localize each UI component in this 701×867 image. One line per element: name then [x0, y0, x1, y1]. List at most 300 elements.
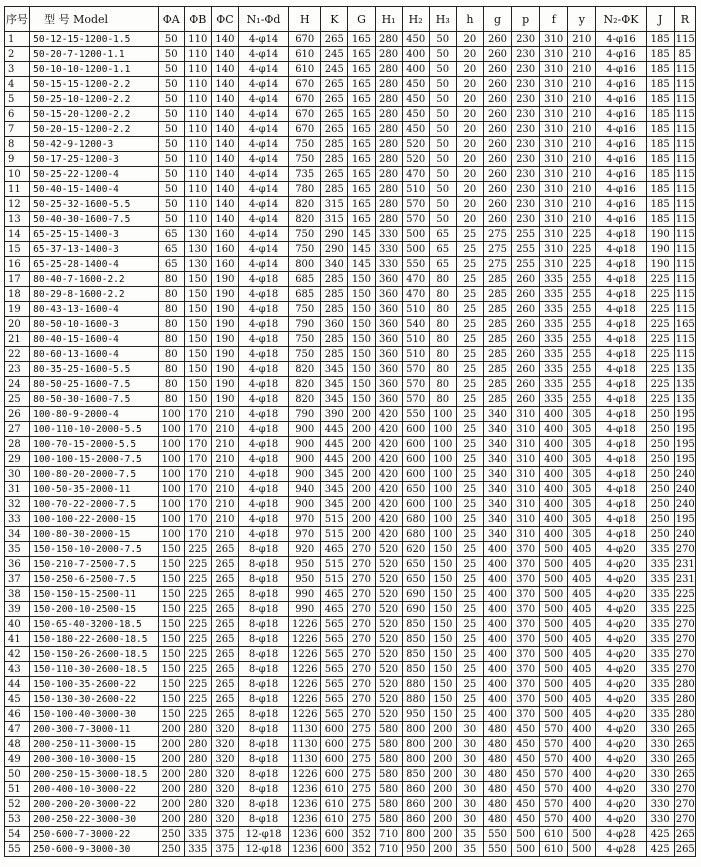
table-cell: 4-φ20	[596, 557, 646, 572]
table-cell: 4-φ18	[596, 437, 646, 452]
table-cell: 565	[321, 617, 348, 632]
table-cell: 265	[675, 723, 695, 735]
table-cell: 255	[568, 272, 596, 287]
row-number: 53	[5, 812, 30, 827]
table-cell: 255	[568, 302, 596, 317]
table-cell: 195	[675, 438, 695, 450]
table-cell: 285	[483, 392, 511, 407]
table-cell: 150	[184, 317, 211, 332]
model-cell: 150-65-40-3200-18.5	[30, 617, 159, 632]
table-cell: 50	[429, 92, 456, 107]
table-body	[5, 32, 696, 857]
table-cell: 165	[348, 77, 375, 92]
table-cell: 210	[568, 77, 596, 92]
row-number: 20	[5, 317, 30, 332]
table-cell: 280	[375, 137, 402, 152]
table-cell: 4-φ18	[238, 422, 288, 437]
table-cell: 260	[483, 212, 511, 227]
table-cell: 65	[429, 257, 456, 272]
table-cell: 50	[429, 47, 456, 62]
table-cell: 360	[375, 287, 402, 302]
table-cell: 500	[568, 827, 596, 842]
table-cell: 360	[321, 317, 348, 332]
table-cell: 280	[184, 737, 211, 752]
table-cell: 340	[483, 512, 511, 527]
table-cell: 4-φ18	[596, 302, 646, 317]
table-cell: 230	[512, 122, 540, 137]
table-cell: 310	[540, 62, 568, 77]
table-cell: 850	[402, 767, 429, 782]
table-cell: 4-φ14	[238, 227, 288, 242]
table-cell: 20	[456, 122, 483, 137]
table-cell: 230	[512, 92, 540, 107]
table-row	[5, 437, 696, 452]
table-cell: 310	[512, 467, 540, 482]
table-cell: 200	[348, 482, 375, 497]
table-cell: 305	[568, 497, 596, 512]
table-cell: 140	[211, 212, 238, 227]
table-cell: 570	[540, 752, 568, 767]
table-cell: 610	[321, 782, 348, 797]
table-cell: 260	[483, 182, 511, 197]
table-row	[5, 572, 696, 587]
table-cell: 285	[483, 272, 511, 287]
table-cell: 100	[429, 437, 456, 452]
table-cell: 195	[675, 453, 695, 465]
table-cell: 210	[211, 497, 238, 512]
table-cell: 230	[512, 137, 540, 152]
table-cell: 4-φ18	[238, 302, 288, 317]
table-cell: 230	[512, 212, 540, 227]
table-cell: 335	[540, 362, 568, 377]
table-cell: 150	[158, 542, 184, 557]
table-cell: 330	[646, 797, 674, 812]
table-cell: 150	[158, 647, 184, 662]
model-cell: 200-300-10-3000-15	[30, 752, 159, 767]
table-cell: 8-φ18	[238, 752, 288, 767]
table-cell: 200	[158, 752, 184, 767]
table-cell: 4-φ16	[596, 47, 646, 62]
table-cell: 610	[321, 797, 348, 812]
table-cell: 850	[402, 617, 429, 632]
table-cell: 135	[675, 378, 695, 390]
table-cell: 25	[456, 437, 483, 452]
table-cell: 185	[646, 32, 674, 47]
table-cell: 150	[429, 557, 456, 572]
table-cell: 80	[429, 377, 456, 392]
table-cell: 265	[675, 843, 695, 855]
table-cell: 4-φ18	[238, 332, 288, 347]
table-cell: 345	[321, 497, 348, 512]
table-cell: 150	[429, 602, 456, 617]
table-cell: 170	[184, 467, 211, 482]
table-cell: 200	[348, 497, 375, 512]
table-cell: 255	[512, 257, 540, 272]
model-cell: 100-100-15-2000-7.5	[30, 452, 159, 467]
table-cell: 310	[512, 407, 540, 422]
table-cell: 8-φ18	[238, 692, 288, 707]
table-cell: 195	[675, 513, 695, 525]
table-cell: 405	[568, 647, 596, 662]
table-cell: 165	[348, 92, 375, 107]
table-cell: 20	[456, 32, 483, 47]
table-row	[5, 662, 696, 677]
table-cell: 860	[402, 782, 429, 797]
table-cell: 80	[429, 317, 456, 332]
table-cell: 210	[568, 152, 596, 167]
table-cell: 4-φ20	[596, 677, 646, 692]
table-cell: 335	[184, 827, 211, 842]
table-cell: 165	[348, 167, 375, 182]
table-cell: 200	[429, 842, 456, 857]
table-cell: 230	[512, 47, 540, 62]
table-cell: 900	[289, 497, 321, 512]
table-cell: 8-φ18	[238, 662, 288, 677]
table-cell: 20	[456, 137, 483, 152]
table-cell: 265	[211, 662, 238, 677]
table-cell: 310	[540, 32, 568, 47]
model-cell: 50-15-15-1200-2.2	[30, 77, 159, 92]
table-cell: 195	[675, 408, 695, 420]
table-row	[5, 77, 696, 92]
table-cell: 110	[184, 62, 211, 77]
table-row	[5, 212, 696, 227]
table-cell: 330	[646, 722, 674, 737]
table-row	[5, 782, 696, 797]
row-number: 36	[5, 557, 30, 572]
row-number: 2	[5, 47, 30, 62]
table-cell: 250	[646, 512, 674, 527]
table-cell: 260	[483, 62, 511, 77]
table-cell: 480	[483, 767, 511, 782]
table-cell: 670	[289, 77, 321, 92]
table-cell: 115	[675, 33, 695, 45]
table-cell: 310	[512, 497, 540, 512]
table-cell: 170	[184, 407, 211, 422]
table-cell: 25	[456, 617, 483, 632]
table-cell: 510	[402, 347, 429, 362]
table-cell: 8-φ18	[238, 617, 288, 632]
table-cell: 8-φ18	[238, 587, 288, 602]
table-cell: 25	[456, 587, 483, 602]
table-cell: 470	[402, 287, 429, 302]
table-cell: 190	[211, 302, 238, 317]
table-cell: 600	[402, 422, 429, 437]
table-cell: 225	[184, 632, 211, 647]
table-cell: 225	[184, 557, 211, 572]
table-cell: 4-φ20	[596, 752, 646, 767]
table-cell: 225	[568, 242, 596, 257]
table-cell: 335	[646, 572, 674, 587]
table-cell: 150	[184, 377, 211, 392]
table-cell: 330	[646, 812, 674, 827]
table-cell: 150	[429, 632, 456, 647]
table-cell: 100	[158, 422, 184, 437]
table-cell: 270	[675, 633, 695, 645]
table-row	[5, 122, 696, 137]
table-cell: 280	[375, 152, 402, 167]
table-cell: 850	[402, 647, 429, 662]
table-cell: 185	[646, 182, 674, 197]
table-cell: 4-φ18	[596, 257, 646, 272]
table-cell: 500	[512, 827, 540, 842]
table-cell: 330	[646, 737, 674, 752]
table-cell: 520	[375, 542, 402, 557]
table-cell: 4-φ16	[596, 152, 646, 167]
table-cell: 610	[540, 827, 568, 842]
table-cell: 12-φ18	[238, 827, 288, 842]
table-cell: 4-φ20	[596, 767, 646, 782]
table-cell: 25	[456, 602, 483, 617]
table-cell: 150	[348, 272, 375, 287]
table-cell: 305	[568, 452, 596, 467]
table-cell: 150	[184, 392, 211, 407]
table-cell: 185	[646, 107, 674, 122]
row-number: 17	[5, 272, 30, 287]
table-cell: 345	[321, 392, 348, 407]
model-cell: 50-17-25-1200-3	[30, 152, 159, 167]
table-cell: 280	[375, 62, 402, 77]
table-cell: 115	[675, 63, 695, 75]
table-cell: 140	[211, 122, 238, 137]
table-cell: 1236	[289, 797, 321, 812]
row-number: 43	[5, 662, 30, 677]
table-cell: 135	[675, 363, 695, 375]
table-cell: 150	[158, 617, 184, 632]
table-row	[5, 272, 696, 287]
table-cell: 520	[375, 647, 402, 662]
table-cell: 500	[540, 662, 568, 677]
column-header: f	[540, 7, 568, 32]
table-cell: 280	[375, 107, 402, 122]
table-cell: 520	[375, 692, 402, 707]
table-cell: 25	[456, 392, 483, 407]
table-cell: 275	[348, 797, 375, 812]
table-cell: 520	[375, 602, 402, 617]
table-cell: 65	[158, 242, 184, 257]
table-cell: 352	[348, 842, 375, 857]
table-cell: 270	[675, 618, 695, 630]
table-cell: 710	[375, 842, 402, 857]
table-cell: 150	[429, 707, 456, 722]
column-header: H₃	[429, 7, 456, 32]
table-cell: 405	[568, 542, 596, 557]
table-cell: 1226	[289, 647, 321, 662]
table-cell: 265	[211, 602, 238, 617]
table-cell: 285	[321, 332, 348, 347]
table-cell: 255	[568, 332, 596, 347]
table-cell: 110	[184, 32, 211, 47]
table-cell: 4-φ14	[238, 32, 288, 47]
table-cell: 330	[646, 767, 674, 782]
table-cell: 4-φ20	[596, 707, 646, 722]
table-cell: 4-φ16	[596, 167, 646, 182]
table-cell: 165	[348, 62, 375, 77]
table-row	[5, 242, 696, 257]
table-cell: 600	[321, 767, 348, 782]
model-cell: 50-25-32-1600-5.5	[30, 197, 159, 212]
table-cell: 20	[456, 152, 483, 167]
table-cell: 1226	[289, 707, 321, 722]
table-cell: 20	[456, 107, 483, 122]
table-cell: 520	[375, 662, 402, 677]
table-cell: 310	[540, 107, 568, 122]
table-cell: 305	[568, 512, 596, 527]
model-cell: 100-70-15-2000-5.5	[30, 437, 159, 452]
table-cell: 270	[348, 662, 375, 677]
table-cell: 150	[184, 347, 211, 362]
table-cell: 110	[184, 92, 211, 107]
model-cell: 50-40-15-1400-4	[30, 182, 159, 197]
table-cell: 140	[211, 137, 238, 152]
table-cell: 500	[402, 242, 429, 257]
table-cell: 150	[158, 632, 184, 647]
table-cell: 230	[512, 107, 540, 122]
row-number: 11	[5, 182, 30, 197]
row-number: 22	[5, 347, 30, 362]
table-cell: 190	[211, 317, 238, 332]
table-cell: 4-φ18	[596, 527, 646, 542]
table-row	[5, 407, 696, 422]
table-cell: 115	[675, 303, 695, 315]
table-cell: 150	[158, 572, 184, 587]
table-cell: 255	[568, 377, 596, 392]
table-cell: 25	[456, 572, 483, 587]
table-cell: 275	[348, 722, 375, 737]
table-cell: 255	[568, 287, 596, 302]
table-cell: 190	[646, 227, 674, 242]
table-cell: 165	[675, 318, 695, 330]
table-cell: 150	[184, 302, 211, 317]
table-cell: 265	[675, 828, 695, 840]
table-cell: 210	[211, 422, 238, 437]
table-row	[5, 812, 696, 827]
table-cell: 250	[646, 437, 674, 452]
table-cell: 160	[211, 242, 238, 257]
table-cell: 335	[646, 557, 674, 572]
table-cell: 310	[512, 527, 540, 542]
table-cell: 245	[321, 62, 348, 77]
table-cell: 340	[321, 257, 348, 272]
table-cell: 345	[321, 467, 348, 482]
table-cell: 445	[321, 452, 348, 467]
table-cell: 405	[568, 602, 596, 617]
table-cell: 285	[321, 347, 348, 362]
table-cell: 580	[375, 797, 402, 812]
table-cell: 140	[211, 197, 238, 212]
model-cell: 100-70-22-2000-7.5	[30, 497, 159, 512]
model-cell: 150-180-22-2600-18.5	[30, 632, 159, 647]
table-cell: 260	[483, 47, 511, 62]
model-cell: 200-250-22-3000-30	[30, 812, 159, 827]
table-cell: 140	[211, 62, 238, 77]
table-cell: 100	[158, 497, 184, 512]
table-cell: 260	[512, 272, 540, 287]
table-cell: 150	[348, 362, 375, 377]
table-cell: 160	[211, 257, 238, 272]
table-cell: 4-φ18	[596, 287, 646, 302]
row-number: 5	[5, 92, 30, 107]
table-cell: 25	[456, 227, 483, 242]
table-cell: 200	[348, 527, 375, 542]
table-cell: 80	[158, 392, 184, 407]
table-cell: 280	[184, 752, 211, 767]
table-cell: 110	[184, 122, 211, 137]
table-cell: 30	[456, 797, 483, 812]
table-cell: 150	[184, 272, 211, 287]
table-cell: 600	[402, 467, 429, 482]
table-cell: 310	[540, 227, 568, 242]
table-cell: 225	[184, 692, 211, 707]
table-row	[5, 707, 696, 722]
table-cell: 190	[211, 377, 238, 392]
model-cell: 200-400-10-3000-22	[30, 782, 159, 797]
table-cell: 270	[348, 707, 375, 722]
table-cell: 405	[568, 707, 596, 722]
table-cell: 85	[674, 47, 695, 62]
table-cell: 230	[512, 167, 540, 182]
table-cell: 1236	[289, 827, 321, 842]
table-cell: 990	[289, 587, 321, 602]
table-cell: 80	[429, 392, 456, 407]
table-cell: 50	[158, 32, 184, 47]
table-cell: 335	[646, 632, 674, 647]
row-number: 28	[5, 437, 30, 452]
table-cell: 255	[568, 392, 596, 407]
table-cell: 140	[211, 107, 238, 122]
table-cell: 580	[375, 812, 402, 827]
table-cell: 200	[348, 437, 375, 452]
table-cell: 225	[184, 662, 211, 677]
table-cell: 360	[375, 272, 402, 287]
table-cell: 400	[540, 452, 568, 467]
model-cell: 50-15-20-1200-2.2	[30, 107, 159, 122]
table-cell: 4-φ20	[596, 542, 646, 557]
table-cell: 370	[512, 692, 540, 707]
table-cell: 850	[402, 632, 429, 647]
table-cell: 330	[375, 242, 402, 257]
table-cell: 4-φ18	[596, 332, 646, 347]
table-cell: 4-φ18	[238, 482, 288, 497]
table-cell: 50	[429, 167, 456, 182]
table-cell: 480	[483, 737, 511, 752]
table-cell: 4-φ16	[596, 182, 646, 197]
table-cell: 4-φ18	[596, 407, 646, 422]
table-cell: 170	[184, 422, 211, 437]
row-number: 10	[5, 167, 30, 182]
table-cell: 4-φ20	[596, 602, 646, 617]
table-cell: 8-φ18	[238, 677, 288, 692]
table-cell: 400	[483, 617, 511, 632]
table-cell: 200	[429, 767, 456, 782]
table-cell: 200	[429, 722, 456, 737]
table-cell: 200	[429, 797, 456, 812]
table-cell: 25	[456, 242, 483, 257]
model-cell: 250-600-9-3000-30	[30, 842, 159, 857]
table-cell: 990	[289, 602, 321, 617]
column-header: N₁-Φd	[238, 7, 288, 32]
model-cell: 150-150-26-2600-18.5	[30, 647, 159, 662]
table-cell: 680	[402, 512, 429, 527]
table-cell: 800	[402, 752, 429, 767]
table-cell: 305	[568, 527, 596, 542]
table-cell: 25	[456, 692, 483, 707]
table-cell: 285	[321, 152, 348, 167]
table-cell: 80	[158, 332, 184, 347]
table-cell: 550	[483, 842, 511, 857]
table-cell: 260	[512, 302, 540, 317]
table-cell: 400	[402, 62, 429, 77]
